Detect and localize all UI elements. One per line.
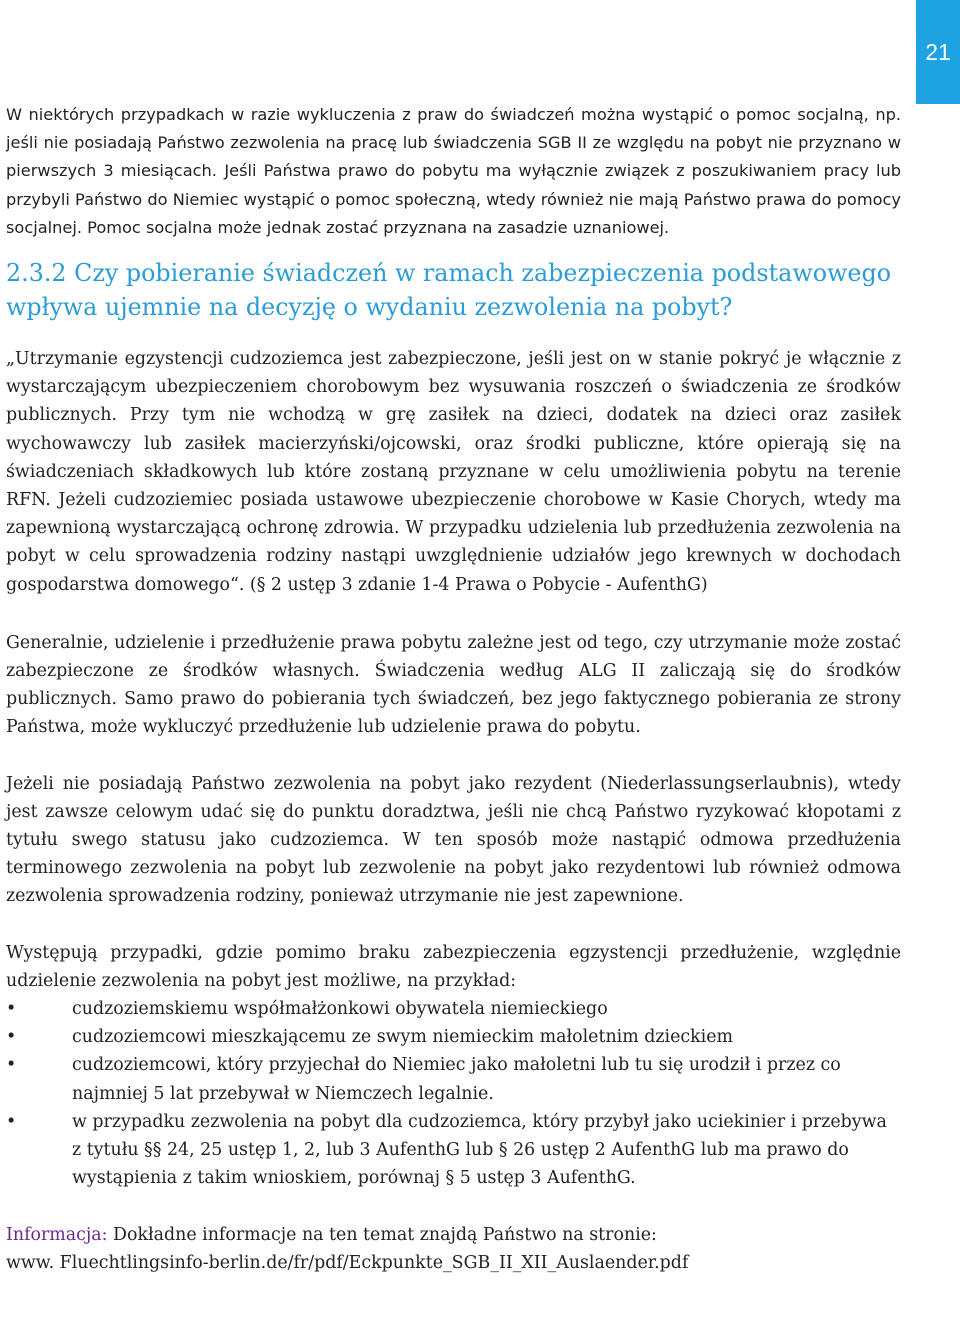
list-item bbox=[6, 1108, 901, 1193]
bullet-icon: • bbox=[6, 1055, 17, 1076]
info-text: Dokładne informacje na ten temat znajdą Państwo na stronie: bbox=[113, 1224, 657, 1245]
bullet-icon: • bbox=[6, 1111, 17, 1132]
list-item bbox=[6, 1023, 901, 1051]
section-heading: 2.3.2 Czy pobieranie świadczeń w ramach zabezpieczenia podstawowego wpływa ujemnie na decyzję o wydaniu zezwolenia na pobyt? bbox=[6, 259, 892, 322]
list-item-text: cudzoziemcowi mieszkającemu ze swym niemieckim małoletnim dzieckiem bbox=[72, 1027, 733, 1048]
residence-paragraph: Jeżeli nie posiadają Państwo zezwolenia na pobyt jako rezydent (Niederlassungserlaubnis), wtedy jest zawsze celowym udać się do punktu doradztwa, jeśli nie chcą Państwo ryzykować kłopotami z tytułu swego statusu jako cudzoziemca. W ten sposób może nastąpić odmowa przedłużenia terminowego zezwolenia na pobyt lub zezwolenie na pobyt jako rezydentowi lub również odmowa zezwolenia sprowadzenia rodziny, ponieważ utrzymanie nie jest zapewnione. bbox=[6, 773, 901, 907]
list-item-text: cudzoziemskiemu współmałżonkowi obywatela niemieckiego bbox=[72, 999, 608, 1020]
page-number: 21 bbox=[925, 38, 951, 65]
info-label: Informacja: bbox=[6, 1224, 108, 1245]
info-box bbox=[6, 1221, 901, 1277]
info-url-link[interactable]: www. Fluechtlingsinfo-berlin.de/fr/pdf/Eckpunkte_SGB_II_XII_Auslaender.pdf bbox=[6, 1252, 689, 1273]
list-item bbox=[6, 1051, 901, 1107]
list-item-text: cudzoziemcowi, który przyjechał do Niemiec jako małoletni lub tu się urodził i przez co najmniej 5 lat przebywał w Niemczech legalnie. bbox=[72, 1055, 841, 1104]
exceptions-intro-paragraph: Występują przypadki, gdzie pomimo braku zabezpieczenia egzystencji przedłużenie, względnie udzielenie zezwolenia na pobyt jest możliwe, na przykład: bbox=[6, 942, 901, 991]
list-item bbox=[6, 995, 901, 1023]
general-paragraph: Generalnie, udzielenie i przedłużenie prawa pobytu zależne jest od tego, czy utrzymanie może zostać zabezpieczone ze środków własnych. Świadczenia według ALG II zaliczają się do środków publicznych. Samo prawo do pobierania tych świadczeń, bez jego faktycznego pobierania ze strony Państwa, może wykluczyć przedłużenie lub udzielenie prawa do pobytu. bbox=[6, 632, 901, 738]
exceptions-list bbox=[6, 995, 901, 1192]
bullet-icon: • bbox=[6, 1027, 17, 1048]
intro-paragraph bbox=[6, 101, 901, 242]
list-item-text: w przypadku zezwolenia na pobyt dla cudzoziemca, który przybył jako uciekinier i przebywa z tytułu §§ 24, 25 ustęp 1, 2, lub 3 AufenthG lub § 26 ustęp 2 AufenthG lub ma prawo do wystąpienia z takim wnioskiem, porównaj § 5 ustęp 3 AufenthG. bbox=[72, 1111, 887, 1189]
intro-paragraph-part-b: Jeśli Państwa prawo do pobytu ma wyłącznie związek z poszukiwaniem pracy lub przybyli Państwo do Niemiec wystąpić o pomoc społeczną, wtedy również nie mają Państwo prawa do pomocy socjalnej. Pomoc socjalna może jednak zostać przyznana na zasadzie uznaniowej. bbox=[6, 161, 902, 237]
intro-paragraph-part-a: W niektórych przypadkach w razie wykluczenia z praw do świadczeń można wystąpić o pomoc socjalną, np. jeśli nie posiadają Państwo zezwolenia na pracę lub świadczenia SGB II ze względu na pobyt nie przyznano w pierwszych 3 miesiącach. bbox=[6, 105, 901, 181]
quote-paragraph: „Utrzymanie egzystencji cudzoziemca jest zabezpieczone, jeśli jest on w stanie pokryć je włącznie z wystarczającym ubezpieczeniem chorobowym bez wysuwania roszczeń o świadczenia ze środków publicznych. Przy tym nie wchodzą w grę zasiłek na dzieci, dodatek na dzieci oraz zasiłek wychowawczy lub zasiłek macierzyński/ojcowski, oraz środki publiczne, które opierają się na świadczeniach składkowych lub które zostaną przyznane w celu umożliwienia pobytu na terenie RFN. Jeżeli cudzoziemiec posiada ustawowe ubezpieczenie chorobowe w Kasie Chorych, wtedy ma zapewnioną wystarczającą ochronę zdrowia. W przypadku udzielenia lub przedłużenia zezwolenia na pobyt w celu sprowadzenia rodziny nastąpi uwzględnienie udziałów jego krewnych w dochodach gospodarstwa domowego“. (§ 2 ustęp 3 zdanie 1-4 Prawa o Pobycie - AufenthG) bbox=[6, 349, 901, 595]
page-content bbox=[6, 101, 901, 1277]
page-number-tab bbox=[916, 0, 960, 104]
bullet-icon: • bbox=[6, 999, 17, 1020]
